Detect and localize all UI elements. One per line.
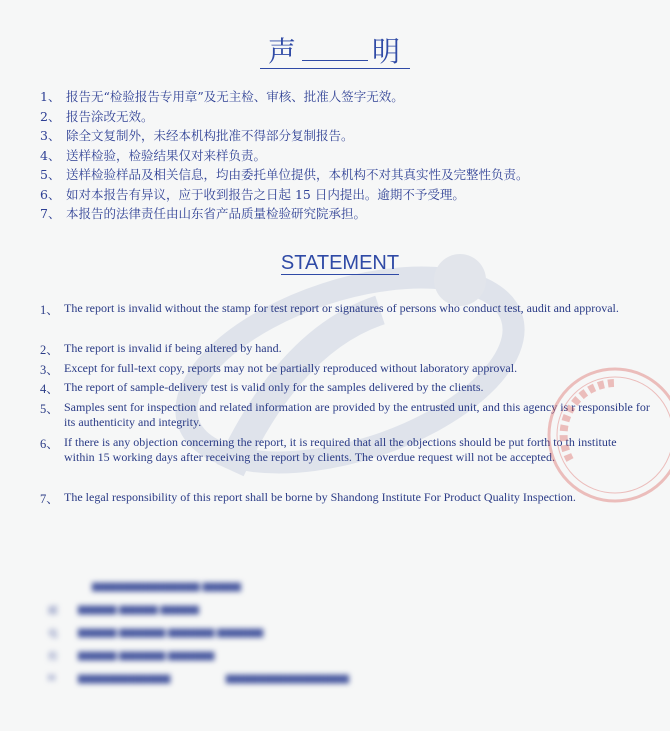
- list-item: 2、 报告涂改无效。: [40, 108, 154, 124]
- list-item: 6、 If there is any objection concerning the report, it is required that all the objections should be put forth to th institute within 15 working days after receiving the report by clients. The overdue request will not be accepted.: [40, 435, 617, 464]
- red-seal-stamp-icon: [540, 360, 670, 510]
- list-item: 5、 Samples sent for inspection and related information are provided by the entrusted unit, and this agency is r responsible for its authenticity and integrity.: [40, 400, 650, 429]
- contact-row: H ▆▆▆▆▆▆▆▆▆▆▆▆ ▆▆▆▆▆▆▆▆▆▆▆▆▆▆▆▆: [48, 673, 349, 684]
- list-item: 1、 报告无“检验报告专用章”及无主检、审核、批准人签字无效。: [40, 89, 404, 104]
- list-item: 7、 本报告的法律责任由山东省产品质量检验研究院承担。: [40, 206, 367, 221]
- list-item: 7、 The legal responsibility of this report shall be borne by Shandong Institute For Product Quality Inspection.: [40, 490, 576, 506]
- cn-statement-list: [40, 87, 640, 224]
- page-title-cn: 声 明: [0, 30, 670, 70]
- list-item: 2、 The report is invalid if being altered by hand.: [40, 341, 282, 357]
- page-title-en: STATEMENT: [280, 252, 400, 274]
- contact-header: ▆▆▆▆▆▆▆▆▆▆▆▆▆▆ ▆▆▆▆▆: [92, 581, 241, 592]
- list-item: 1、 The report is invalid without the stamp for test report or signatures of persons who conduct test, audit and approval.: [40, 301, 619, 317]
- contact-row: 邮 ▆▆▆▆▆ ▆▆▆▆▆ ▆▆▆▆▆: [48, 604, 199, 617]
- list-item: 6、 如对本报告有异议，应于收到报告之日起 15 日内提出。逾期不予受理。: [40, 186, 465, 202]
- list-item: 5、 送样检验样品及相关信息，均由委托单位提供，本机构不对其真实性及完整性负责。: [40, 167, 529, 182]
- list-item: 4、 送样检验，检验结果仅对来样负责。: [40, 147, 267, 163]
- list-item: 4、 The report of sample-delivery test is valid only for the samples delivered by the clients.: [40, 380, 484, 396]
- contact-row: 传 ▆▆▆▆▆ ▆▆▆▆▆▆ ▆▆▆▆▆▆: [48, 650, 215, 663]
- contact-info-block: [48, 575, 528, 690]
- contact-row: 电 ▆▆▆▆▆ ▆▆▆▆▆▆ ▆▆▆▆▆▆ ▆▆▆▆▆▆: [48, 627, 264, 640]
- list-item: 3、 Except for full-text copy, reports may not be partially reproduced without laboratory approval.: [40, 361, 518, 377]
- list-item: 3、 除全文复制外，未经本机构批准不得部分复制报告。: [40, 128, 354, 143]
